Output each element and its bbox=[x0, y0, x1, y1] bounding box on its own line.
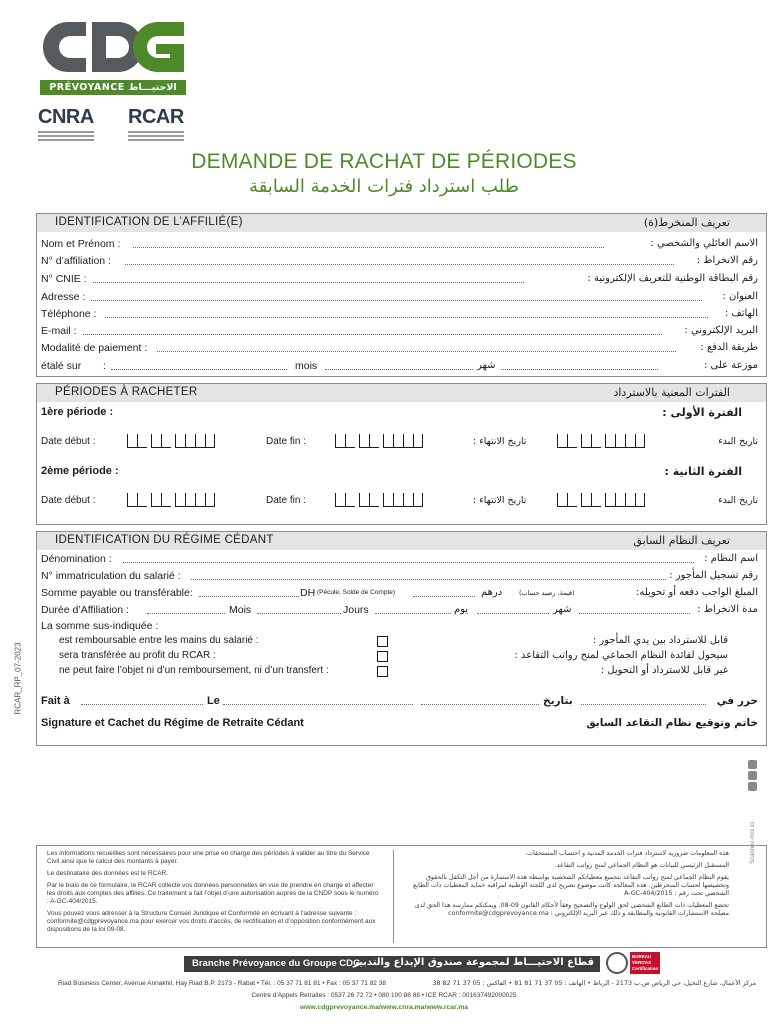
field-cnie[interactable] bbox=[41, 273, 758, 287]
footer-bar-fr: Branche Prévoyance du Groupe CDG bbox=[192, 958, 361, 969]
page-title-ar: طلب استرداد فترات الخدمة السابقة bbox=[249, 176, 519, 197]
label-telephone-ar: الهاتف : bbox=[724, 308, 758, 319]
field-etale[interactable] bbox=[41, 360, 758, 374]
label-telephone: Téléphone : bbox=[41, 308, 97, 320]
option-remboursable[interactable] bbox=[59, 635, 758, 649]
label-somme-ar: المبلغ الواجب دفعه أو تحويله: bbox=[636, 587, 758, 598]
option-remboursable-checkbox[interactable] bbox=[377, 636, 388, 647]
legal-fr-3: Par le biais de ce formulaire, le RCAR collecte vos données personnelles en vue de prendre en charge et affecter les droits aux comptes des affiliés. Ce traitement a fait l’objet d’une autorisation auprès de la CNDP sous le numéro : A-GC-404/2015. bbox=[47, 882, 379, 905]
period2-start-label-ar: تاريخ البدء bbox=[718, 495, 758, 506]
period1-start-boxes[interactable] bbox=[127, 434, 215, 448]
label-duree: Durée d’Affiliation : bbox=[41, 604, 129, 616]
option-transferee-label: sera transférée au profit du RCAR : bbox=[59, 650, 216, 661]
label-somme-sus: La somme sus-indiquée : bbox=[41, 620, 159, 632]
period1-start-label: Date début : bbox=[41, 436, 96, 447]
label-etale: étalé sur bbox=[41, 360, 82, 372]
footer-websites[interactable]: www.cdgprevoyance.ma/www.cnra.ma/www.rcar.ma bbox=[299, 1004, 469, 1011]
period1-end-label: Date fin : bbox=[266, 436, 307, 447]
period2-end-label-ar: تاريخ الانتهاء : bbox=[473, 495, 527, 506]
label-mouwazaa: موزعة على : bbox=[703, 360, 758, 371]
footer-address-ar: مركز الأعمال، شارع النخيل، حي الرياض ص.ب 2173 - الرباط • الهاتف : 05 37 71 81 81 • الفاكس : 05 37 71 82 38 bbox=[432, 980, 756, 987]
field-somme[interactable] bbox=[41, 587, 758, 601]
option-remboursable-label: est remboursable entre les mains du salarié : bbox=[59, 635, 259, 646]
cnra-logo bbox=[38, 106, 94, 141]
period2-title: 2ème période : bbox=[41, 465, 119, 477]
legal-ar-4: تخضع المعطيات ذات الطابع الشخصي لحق الولوج والتصحيح وفقاً لأحكام القانون 09-08. ويمكنكم ممارسة هذا الحق لدى مصلحة الاستشارات القانونية والمطابقة و ذلك عبر البريد الإلكتروني : conformite@cdgprevoyance.ma bbox=[414, 902, 729, 917]
section-regime-header bbox=[37, 532, 766, 550]
section-regime bbox=[36, 531, 767, 746]
option-aucun-label: ne peut faire l’objet ni d’un remboursement, ni d’un transfert : bbox=[59, 665, 329, 676]
label-mois: mois bbox=[295, 360, 318, 372]
label-adresse-ar: العنوان : bbox=[722, 291, 758, 302]
period1-end-boxes[interactable] bbox=[335, 434, 423, 448]
label-nom-ar: الاسم العائلي والشخصي : bbox=[650, 238, 758, 249]
period2-start-boxes-ar[interactable] bbox=[557, 493, 645, 507]
legal-info-box bbox=[36, 845, 767, 948]
scan-note: Scannez-moi ici bbox=[750, 821, 756, 864]
footer-call-center: Centre d’Appels Retraites : 0537 26 72 72 • 080 100 88 88 • ICE RCAR : 001637492000025 bbox=[251, 992, 517, 999]
field-duree[interactable] bbox=[41, 604, 758, 618]
label-paiement-ar: طريقة الدفع : bbox=[700, 342, 758, 353]
period1-end-label-ar: تاريخ الانتهاء : bbox=[473, 436, 527, 447]
label-somme: Somme payable ou transférable: bbox=[41, 587, 193, 599]
label-email-ar: البريد الإلكتروني : bbox=[684, 325, 758, 336]
footer-bar-ar: قطاع الاحتيـــاط لمجموعة صندوق الإيداع والتدبير bbox=[352, 957, 594, 968]
label-duree-jours: Jours bbox=[343, 604, 369, 616]
label-nom: Nom et Prénom : bbox=[41, 238, 121, 250]
label-pecule: (Pécule, Solde de Compte) bbox=[317, 589, 396, 596]
section-affilie-title-ar: تعريف المنخرط(ة) bbox=[643, 216, 730, 229]
option-transferee[interactable] bbox=[59, 650, 758, 664]
field-signature bbox=[41, 717, 758, 731]
field-adresse[interactable] bbox=[41, 291, 758, 305]
period2-end-label: Date fin : bbox=[266, 495, 307, 506]
legal-info-ar bbox=[399, 850, 729, 922]
footer-address-fr: Riad Business Center, Avenue Annakhil, Hay Riad B.P. 2173 - Rabat • Tél. : 05 37 71 81 81 • Fax : 05 37 71 82 38 bbox=[58, 980, 386, 987]
period2-end-boxes[interactable] bbox=[335, 493, 423, 507]
section-regime-title-fr: IDENTIFICATION DU RÉGIME CÉDANT bbox=[55, 534, 274, 546]
label-denomination: Dénomination : bbox=[41, 553, 112, 565]
label-affiliation: N° d’affiliation : bbox=[41, 255, 111, 267]
field-immatriculation[interactable] bbox=[41, 570, 758, 584]
field-affiliation[interactable] bbox=[41, 255, 758, 269]
section-periodes-title-fr: PÉRIODES À RACHETER bbox=[55, 386, 198, 398]
label-fait-a: Fait à bbox=[41, 695, 70, 707]
legal-ar-1: هذه المعلومات ضرورية لاسترداد فترات الخدمة المدنية و احتساب المستحقات. bbox=[525, 850, 729, 857]
legal-info-fr bbox=[47, 850, 379, 938]
label-paiement: Modalité de paiement : bbox=[41, 342, 148, 354]
label-signature-ar: خاتم وتوقيع نظام التقاعد السابق bbox=[586, 717, 758, 729]
legal-ar-2: المستقبل الرئيسي للبيانات هو النظام الجماعي لمنح رواتب التقاعد. bbox=[554, 862, 729, 869]
cnra-text: CNRA bbox=[38, 106, 94, 128]
label-immatriculation: N° immatriculation du salarié : bbox=[41, 570, 181, 582]
option-aucun-label-ar: غير قابل للاسترداد أو التحويل : bbox=[600, 665, 728, 676]
legal-fr-2: Le destinataire des données est le RCAR. bbox=[47, 870, 169, 877]
label-shahr: شهر bbox=[477, 360, 496, 371]
field-email[interactable] bbox=[41, 325, 758, 339]
label-harrir: حرر في bbox=[716, 695, 758, 707]
label-dh: DH bbox=[300, 587, 316, 599]
period2-title-ar: الفترة الثانية : bbox=[664, 465, 742, 478]
option-transferee-label-ar: سيحول لفائدة النظام الجماعي لمنح رواتب التقاعد : bbox=[514, 650, 728, 661]
page-title-fr: DEMANDE DE RACHAT DE PÉRIODES bbox=[191, 150, 577, 173]
rcar-text: RCAR bbox=[128, 106, 184, 128]
prevoyance-bar: PRÉVOYANCE الاحتيـــاط bbox=[40, 80, 186, 95]
label-denomination-ar: اسم النظام : bbox=[704, 553, 758, 564]
label-duree-ar: مدة الانخراط : bbox=[697, 604, 758, 615]
section-regime-title-ar: تعريف النظام السابق bbox=[633, 534, 730, 547]
legal-divider bbox=[393, 850, 394, 943]
section-affilie bbox=[36, 213, 767, 377]
legal-fr-1: Les informations recueillies sont nécessaires pour une prise en charge des périodes à valider au titre du Service Civil ainsi que le calcul des montants à payer. bbox=[47, 850, 370, 865]
option-remboursable-label-ar: قابل للاسترداد بين يدي المأجور : bbox=[592, 635, 728, 646]
field-paiement[interactable] bbox=[41, 342, 758, 356]
label-affiliation-ar: رقم الانخراط : bbox=[696, 255, 758, 266]
section-periodes bbox=[36, 383, 767, 525]
period1-title-ar: الفترة الأولى : bbox=[662, 406, 742, 419]
form-code: RCAR_RP_07-2023 bbox=[13, 642, 23, 715]
label-immatriculation-ar: رقم تسجيل المأجور : bbox=[669, 570, 758, 581]
section-affilie-header bbox=[37, 214, 766, 232]
period1-start-label-ar: تاريخ البدء bbox=[718, 436, 758, 447]
period2-start-boxes[interactable] bbox=[127, 493, 215, 507]
field-telephone[interactable] bbox=[41, 308, 758, 322]
label-qaima: (قيمة، رصيد حساب) bbox=[519, 589, 575, 597]
legal-ar-3: يقوم النظام الجماعي لمنح رواتب التقاعد بتجميع معطياتكم الشخصية بواسطة هذه الاستمارة من أجل التكفل بالحقوق وتخصيصها لحساب المنخرطين. هذه المعالجة كانت موضوع تصريح لدى اللجنة الوطنية لمراقبة حماية المعطيات ذات الطابع الشخصي تحت رقم : A-GC-404/2015 bbox=[413, 874, 729, 897]
option-aucun-checkbox[interactable] bbox=[377, 666, 388, 677]
section-affilie-title-fr: IDENTIFICATION DE L’AFFILIÉ(E) bbox=[55, 216, 243, 228]
section-periodes-header bbox=[37, 384, 766, 402]
period1-title: 1ère période : bbox=[41, 406, 114, 418]
label-duree-mois: Mois bbox=[229, 604, 252, 616]
period1-start-boxes-ar[interactable] bbox=[557, 434, 645, 448]
bureau-veritas-logo: BUREAU VERITAS Certification bbox=[606, 950, 662, 978]
label-le: Le bbox=[207, 695, 220, 707]
legal-fr-4: Vous pouvez vous adresser à la Structure Conseil Juridique et Conformité en écrivant à l’adresse suivante : conformite@cdgprevoyance.ma pour exercer vos droits d’accès, de rectification et d’opposition conformément aux dispositions de la loi 09-08. bbox=[47, 910, 376, 933]
label-cnie-ar: رقم البطاقة الوطنية للتعريف الإلكترونية : bbox=[587, 273, 758, 284]
rcar-logo bbox=[128, 106, 184, 141]
label-cnie: N° CNIE : bbox=[41, 273, 87, 285]
option-aucun[interactable] bbox=[59, 665, 758, 679]
label-adresse: Adresse : bbox=[41, 291, 86, 303]
field-denomination[interactable] bbox=[41, 553, 758, 567]
label-dirham: درهم bbox=[481, 587, 503, 598]
period2-start-label: Date début : bbox=[41, 495, 96, 506]
footer-bar bbox=[184, 956, 600, 972]
label-email: E-mail : bbox=[41, 325, 77, 337]
label-duree-shahr: شهر bbox=[553, 604, 572, 615]
label-etale-sep: : bbox=[103, 360, 106, 372]
section-periodes-title-ar: الفترات المعنية بالاسترداد bbox=[613, 386, 730, 399]
field-fait-a[interactable] bbox=[41, 695, 758, 709]
label-duree-yawm: يوم bbox=[454, 604, 469, 615]
field-nom[interactable] bbox=[41, 238, 758, 252]
cdg-logo bbox=[38, 14, 188, 80]
label-bitarikh: بتاريخ bbox=[543, 695, 573, 707]
option-transferee-checkbox[interactable] bbox=[377, 651, 388, 662]
label-signature: Signature et Cachet du Régime de Retraite Cédant bbox=[41, 717, 304, 729]
